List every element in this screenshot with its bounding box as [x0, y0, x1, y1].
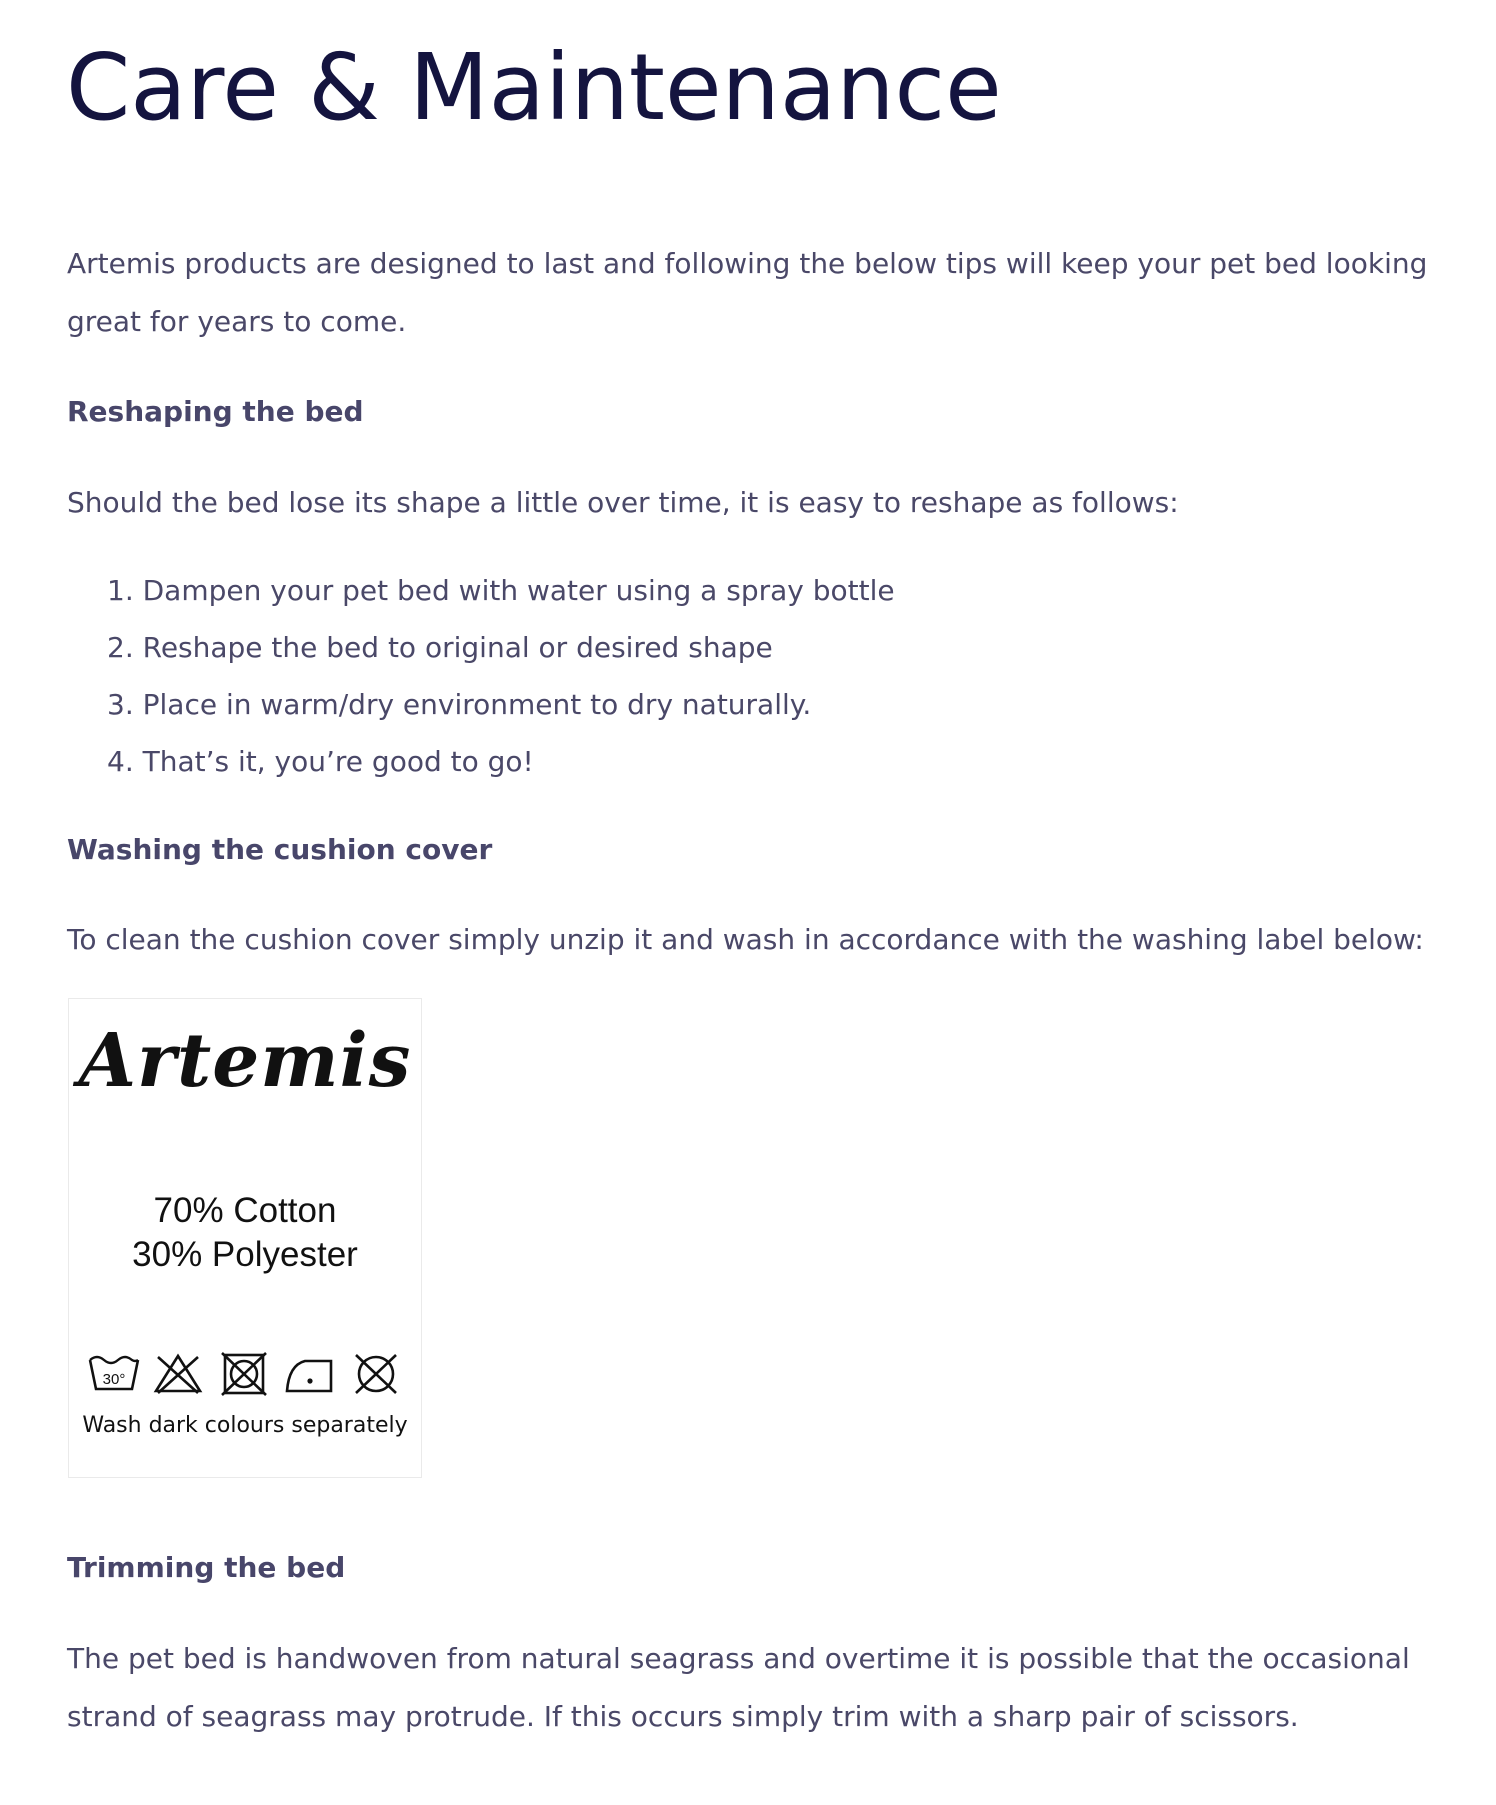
trimming-paragraph-line2: strand of seagrass may protrude. If this occurs simply trim with a sharp pair of scissors. — [67, 1700, 1299, 1733]
do-not-dry-clean-icon — [349, 1351, 403, 1397]
reshaping-steps-list — [67, 562, 895, 790]
iron-low-icon — [283, 1351, 337, 1397]
reshaping-heading: Reshaping the bed — [67, 395, 364, 428]
wash-30-icon — [87, 1351, 141, 1397]
list-item: 3. Place in warm/dry environment to dry naturally. — [107, 688, 812, 721]
reshaping-paragraph: Should the bed lose its shape a little over time, it is easy to reshape as follows: — [67, 486, 1179, 519]
list-item: 1. Dampen your pet bed with water using a spray bottle — [107, 574, 895, 607]
list-item: 4. That’s it, you’re good to go! — [107, 745, 534, 778]
do-not-tumble-dry-icon — [217, 1351, 271, 1397]
wash-temp-text: 30° — [102, 1371, 126, 1388]
composition-cotton: 70% Cotton — [153, 1191, 337, 1230]
trimming-heading: Trimming the bed — [67, 1551, 346, 1584]
do-not-bleach-icon — [151, 1351, 205, 1397]
care-symbols — [87, 1351, 407, 1397]
wash-note: Wash dark colours separately — [82, 1413, 408, 1438]
washing-paragraph: To clean the cushion cover simply unzip it and wash in accordance with the washing label below: — [67, 923, 1424, 956]
washing-heading: Washing the cushion cover — [67, 833, 493, 866]
list-item: 2. Reshape the bed to original or desired shape — [107, 631, 773, 664]
brand-logo: Artemis — [78, 1018, 412, 1104]
washing-label-image — [68, 998, 422, 1478]
trimming-paragraph-line1: The pet bed is handwoven from natural seagrass and overtime it is possible that the occasional — [67, 1642, 1410, 1675]
composition-polyester: 30% Polyester — [132, 1235, 358, 1274]
page-title: Care & Maintenance — [66, 34, 1002, 141]
intro-paragraph: Artemis products are designed to last and following the below tips will keep your pet bed looking great for years to come. — [67, 247, 1428, 338]
